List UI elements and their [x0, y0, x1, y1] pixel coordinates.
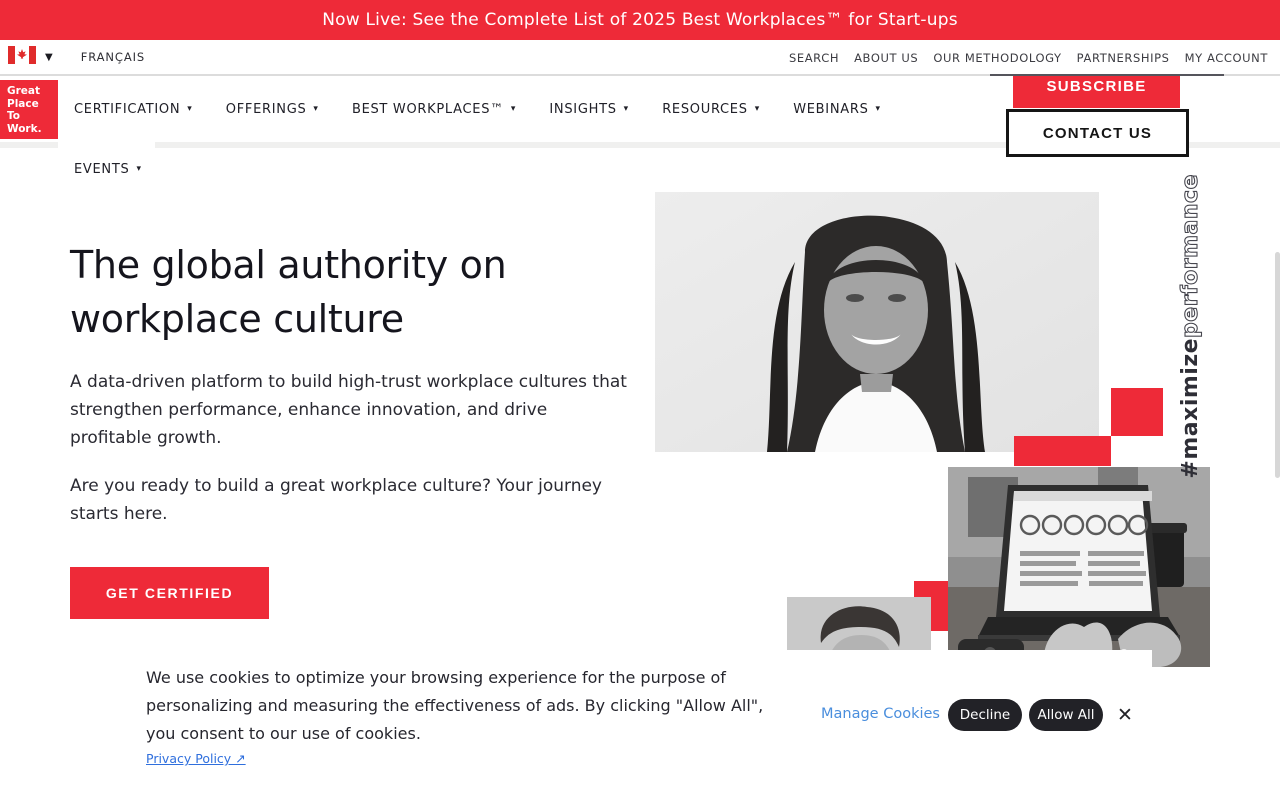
hashtag-maximize-performance — [1164, 173, 1216, 479]
utility-links — [789, 40, 1268, 76]
caret-down-icon: ▾ — [136, 164, 141, 174]
utility-link-our-methodology[interactable]: OUR METHODOLOGY — [933, 51, 1062, 65]
caret-down-icon: ▾ — [510, 104, 516, 114]
scrollbar-thumb[interactable] — [1275, 252, 1280, 478]
utility-link-search[interactable]: SEARCH — [788, 51, 840, 65]
page-title: The global authority on workplace culture — [70, 243, 507, 341]
nav-item-offerings[interactable]: OFFERINGS ▾ — [225, 101, 318, 117]
hero-paragraph-2: Are you ready to build a great workplace culture? Your journey starts here. — [70, 476, 602, 524]
red-accent-rect — [1014, 436, 1111, 466]
nav-item-webinars[interactable]: WEBINARS ▾ — [793, 101, 881, 117]
nav-item-resources[interactable]: RESOURCES ▾ — [662, 101, 760, 117]
gptw-logo[interactable]: Great Place To Work. — [0, 80, 58, 139]
hero-photo-smiling-woman — [655, 192, 1099, 452]
utility-link-my-account[interactable]: MY ACCOUNT — [1184, 51, 1268, 65]
nav-item-best-workplaces[interactable]: BEST WORKPLACES™ ▾ — [351, 101, 516, 117]
utility-link-about-us[interactable]: ABOUT US — [854, 51, 919, 65]
nav-item-insights[interactable]: INSIGHTS ▾ — [549, 101, 629, 117]
get-certified-button[interactable]: GET CERTIFIED — [70, 567, 269, 619]
cookie-message: We use cookies to optimize your browsing experience for the purpose of personalizing and measuring the effectiveness of ads. By clicking "Allow All", you consent to our use of cookies. — [146, 668, 764, 743]
decline-button[interactable]: Decline — [948, 699, 1022, 731]
allow-all-button[interactable]: Allow All — [1029, 699, 1103, 731]
cookie-banner — [130, 650, 1152, 800]
caret-down-icon: ▾ — [313, 104, 318, 114]
privacy-policy-link[interactable]: Privacy Policy ↗ — [146, 751, 246, 766]
chevron-down-icon: ▼ — [45, 51, 53, 63]
red-accent-square — [1111, 388, 1163, 436]
main-nav-items-row2 — [74, 162, 141, 177]
caret-down-icon: ▾ — [623, 104, 629, 114]
hashtag-solid-text: #maximize — [1177, 337, 1203, 479]
hero-photo-laptop-dashboard — [948, 467, 1210, 667]
caret-down-icon: ▾ — [187, 104, 192, 114]
nav-item-events[interactable]: EVENTS ▾ — [74, 161, 141, 177]
canada-flag-icon — [8, 46, 36, 68]
utility-nav — [0, 40, 1280, 76]
caret-down-icon: ▾ — [754, 104, 760, 114]
country-selector[interactable] — [8, 46, 53, 68]
utility-link-partnerships[interactable]: PARTNERSHIPS — [1076, 51, 1170, 65]
language-toggle[interactable]: FRANÇAIS — [80, 50, 146, 64]
caret-down-icon: ▾ — [875, 104, 881, 114]
manage-cookies-link[interactable]: Manage Cookies — [821, 706, 940, 722]
main-nav-items — [74, 102, 880, 117]
hero-paragraph-1: A data-driven platform to build high-trust workplace cultures that strengthen performance, enhance innovation, and drive profitable growth. — [70, 372, 627, 448]
announcement-banner[interactable] — [0, 0, 1280, 40]
nav-item-certification[interactable]: CERTIFICATION ▾ — [74, 101, 192, 117]
contact-us-button[interactable]: CONTACT US — [1006, 109, 1189, 157]
hashtag-outline-text: performance — [1177, 173, 1203, 338]
close-icon[interactable]: ✕ — [1112, 702, 1138, 728]
utility-divider-dark — [990, 74, 1224, 76]
announcement-text: Now Live: See the Complete List of 2025 Best Workplaces™ for Start-ups — [322, 10, 958, 30]
subscribe-button[interactable]: SUBSCRIBE — [1013, 64, 1180, 108]
